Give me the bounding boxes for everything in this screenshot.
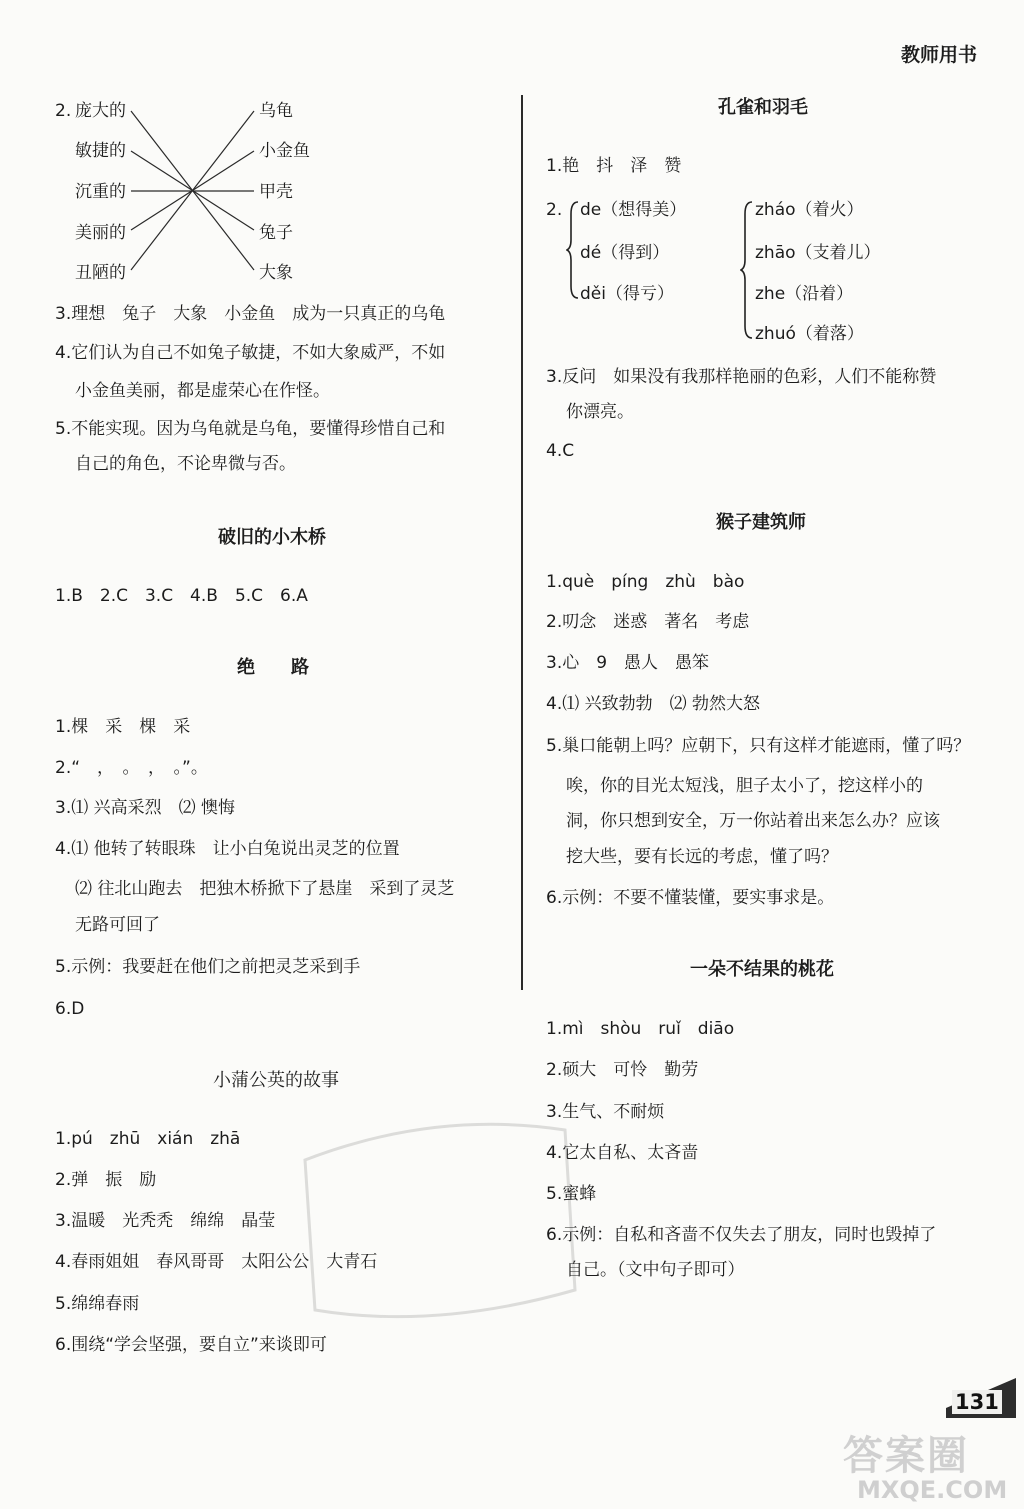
left-brace <box>566 200 580 300</box>
match-left-item: 丑陋的 <box>75 263 126 283</box>
pinyin-item: zhuó（着落） <box>755 324 864 344</box>
answer-line: 6.示例：不要不懂装懂，要实事求是。 <box>546 888 835 908</box>
matching-number: 2. <box>55 101 72 121</box>
answer-line: 1.pú zhū xián zhā <box>55 1129 241 1149</box>
column-divider <box>521 95 523 990</box>
answer-line: 3.生气、不耐烦 <box>546 1102 665 1122</box>
answer-number: 2. <box>546 200 563 220</box>
match-right-item: 小金鱼 <box>259 141 310 161</box>
right-brace <box>740 200 754 340</box>
answer-line: 2.“ ， 。 ， 。”。 <box>55 758 208 778</box>
match-left-item: 美丽的 <box>75 223 126 243</box>
answer-line: 6.示例：自私和吝啬不仅失去了朋友，同时也毁掉了 <box>546 1225 937 1245</box>
match-right-item: 大象 <box>259 263 293 283</box>
answer-line: 4.它们认为自己不如兔子敏捷，不如大象威严，不如 <box>55 343 446 363</box>
answer-line: 4.它太自私、太吝啬 <box>546 1143 699 1163</box>
answer-line: 1.què píng zhù bào <box>546 572 745 592</box>
section-title: 小蒲公英的故事 <box>213 1070 339 1091</box>
answer-line: 5.蜜蜂 <box>546 1184 597 1204</box>
answer-line: 5.示例：我要赶在他们之前把灵芝采到手 <box>55 957 361 977</box>
match-left-item: 沉重的 <box>75 182 126 202</box>
page-number: 131 <box>952 1390 1002 1414</box>
answer-line: 5.不能实现。因为乌龟就是乌龟，要懂得珍惜自己和 <box>55 419 446 439</box>
answer-line: 2.硕大 可怜 勤劳 <box>546 1060 699 1080</box>
answer-line: 2.弹 振 励 <box>55 1170 157 1190</box>
site-watermark <box>835 1420 1020 1505</box>
answer-line: 6.围绕“学会坚强，要自立”来谈即可 <box>55 1335 327 1355</box>
answer-line: 自己的角色，不论卑微与否。 <box>75 454 296 474</box>
answer-line: 挖大些，要有长远的考虑，懂了吗？ <box>566 847 838 867</box>
answer-line: 小金鱼美丽，都是虚荣心在作怪。 <box>75 381 330 401</box>
section-title: 猴子建筑师 <box>716 512 806 533</box>
answer-line: 5.巢口能朝上吗？应朝下，只有这样才能遮雨，懂了吗？ <box>546 736 971 756</box>
match-left-item: 庞大的 <box>75 101 126 121</box>
answer-line: 4.春雨姐姐 春风哥哥 太阳公公 大青石 <box>55 1252 378 1272</box>
answer-line: 1.艳 抖 泽 赞 <box>546 156 682 176</box>
answer-line: 1.mì shòu ruǐ diāo <box>546 1019 735 1039</box>
answer-line: 3.⑴ 兴高采烈 ⑵ 懊悔 <box>55 798 236 818</box>
answer-line: ⑵ 往北山跑去 把独木桥掀下了悬崖 采到了灵芝 <box>75 879 455 899</box>
header-label: 教师用书 <box>901 44 978 66</box>
section-title: 一朵不结果的桃花 <box>690 959 834 980</box>
answer-line: 1.B 2.C 3.C 4.B 5.C 6.A <box>55 586 308 606</box>
answer-line: 4.C <box>546 441 575 461</box>
match-left-item: 敏捷的 <box>75 141 126 161</box>
pinyin-item: zhāo（支着儿） <box>755 243 881 263</box>
answer-line: 4.⑴ 他转了转眼珠 让小白兔说出灵芝的位置 <box>55 839 400 859</box>
answer-line: 唉，你的目光太短浅，胆子太小了，挖这样小的 <box>566 776 923 796</box>
watermark-url: MXQE.COM <box>857 1476 1008 1504</box>
answer-line: 无路可回了 <box>75 915 160 935</box>
answer-line: 2.叨念 迷惑 著名 考虑 <box>546 612 750 632</box>
answer-line: 4.⑴ 兴致勃勃 ⑵ 勃然大怒 <box>546 694 761 714</box>
answer-line: 5.绵绵春雨 <box>55 1294 140 1314</box>
pinyin-item: de（想得美） <box>580 200 687 220</box>
answer-line: 3.心 9 愚人 愚笨 <box>546 653 710 673</box>
pinyin-item: zhe（沿着） <box>755 284 854 304</box>
section-title: 绝 路 <box>237 657 309 678</box>
pinyin-item: děi（得亏） <box>580 284 674 304</box>
answer-line: 3.温暖 光秃秃 绵绵 晶莹 <box>55 1211 276 1231</box>
answer-line: 洞，你只想到安全，万一你站着出来怎么办？应该 <box>566 811 940 831</box>
answer-line: 你漂亮。 <box>566 402 634 422</box>
match-right-item: 兔子 <box>259 223 293 243</box>
section-title: 孔雀和羽毛 <box>718 97 808 118</box>
answer-line: 自己。（文中句子即可） <box>566 1260 745 1280</box>
matching-lines <box>0 0 300 300</box>
match-right-item: 甲壳 <box>259 182 293 202</box>
match-right-item: 乌龟 <box>259 101 293 121</box>
answer-line: 1.棵 采 棵 采 <box>55 717 191 737</box>
answer-line: 3.理想 兔子 大象 小金鱼 成为一只真正的乌龟 <box>55 304 446 324</box>
faint-stamp <box>285 1100 585 1330</box>
watermark-logo: 答案圈 <box>843 1433 969 1479</box>
answer-line: 3.反问 如果没有我那样艳丽的色彩，人们不能称赞 <box>546 367 937 387</box>
pinyin-item: zháo（着火） <box>755 200 864 220</box>
section-title: 破旧的小木桥 <box>218 527 326 548</box>
answer-line: 6.D <box>55 999 85 1019</box>
pinyin-item: dé（得到） <box>580 243 670 263</box>
